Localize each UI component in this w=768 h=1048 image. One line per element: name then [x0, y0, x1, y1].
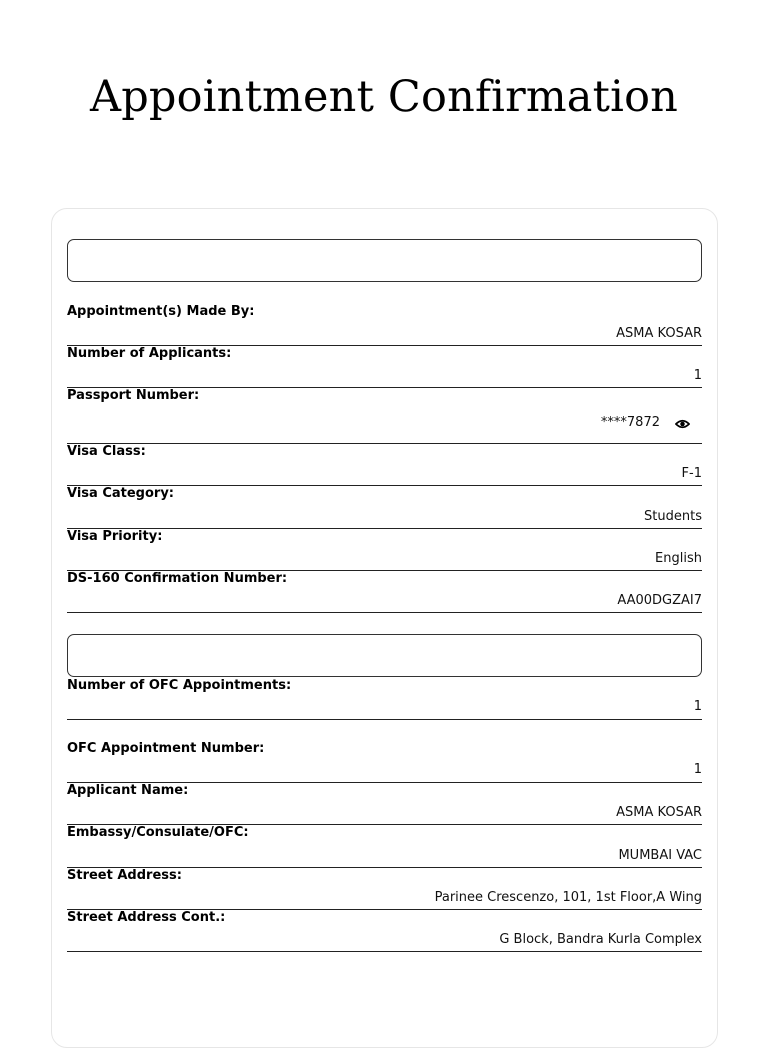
ofc-number-label: OFC Appointment Number: [67, 741, 265, 756]
field-applicant-name [67, 783, 702, 825]
field-ofc-number [67, 741, 702, 783]
made-by-value: ASMA KOSAR [616, 326, 702, 341]
street-cont-label: Street Address Cont.: [67, 910, 226, 925]
ofc-section-header [67, 634, 702, 677]
made-by-label: Appointment(s) Made By: [67, 304, 255, 319]
field-embassy [67, 825, 702, 868]
passport-label: Passport Number: [67, 388, 200, 403]
field-passport [67, 388, 702, 444]
num-applicants-value: 1 [693, 368, 702, 383]
num-applicants-label: Number of Applicants: [67, 346, 232, 361]
street-value: Parinee Crescenzo, 101, 1st Floor,A Wing [434, 890, 702, 905]
visa-class-value: F-1 [681, 466, 702, 481]
embassy-label: Embassy/Consulate/OFC: [67, 825, 249, 840]
ofc-number-value: 1 [693, 762, 702, 777]
ds160-label: DS-160 Confirmation Number: [67, 571, 288, 586]
field-visa-class [67, 444, 702, 486]
field-num-applicants [67, 346, 702, 388]
page-title: Appointment Confirmation [89, 72, 679, 122]
field-street [67, 868, 702, 910]
field-ds160 [67, 571, 702, 613]
visa-priority-label: Visa Priority: [67, 529, 163, 544]
passport-value: ****7872 [600, 415, 660, 430]
applicant-name-label: Applicant Name: [67, 783, 189, 798]
visa-category-value: Students [644, 509, 702, 524]
num-ofc-value: 1 [693, 699, 702, 714]
ds160-value: AA00DGZAI7 [617, 593, 702, 608]
visa-category-label: Visa Category: [67, 486, 174, 501]
field-num-ofc [67, 678, 702, 720]
field-street-cont [67, 910, 702, 952]
field-made-by [67, 304, 702, 346]
embassy-value: MUMBAI VAC [618, 848, 702, 863]
field-visa-category [67, 486, 702, 529]
num-ofc-label: Number of OFC Appointments: [67, 678, 292, 693]
field-visa-priority [67, 529, 702, 571]
street-cont-value: G Block, Bandra Kurla Complex [499, 932, 702, 947]
eye-icon[interactable] [675, 418, 690, 430]
visa-class-label: Visa Class: [67, 444, 146, 459]
visa-priority-value: English [655, 551, 702, 566]
applicant-section-header [67, 239, 702, 282]
street-label: Street Address: [67, 868, 182, 883]
applicant-name-value: ASMA KOSAR [616, 805, 702, 820]
